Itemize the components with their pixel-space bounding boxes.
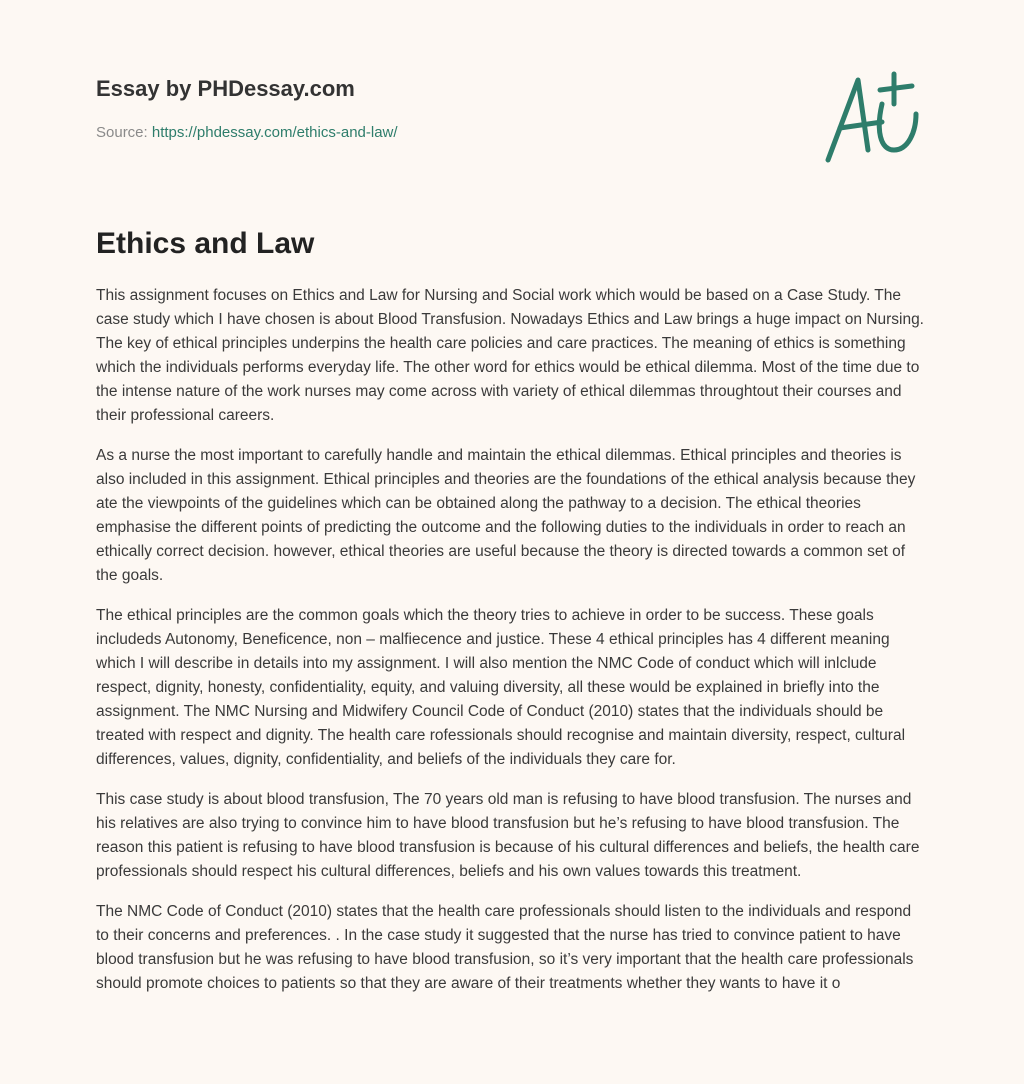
essay-paragraph: This assignment focuses on Ethics and Law for Nursing and Social work which would be based on a Case Study. The case study which I have chosen is about Blood Transfusion. Nowadays Ethics and Law brings a huge impact on Nursing. The key of ethical principles underpins the health care policies and care practices. The meaning of ethics is something which the individuals performs everyday life. The other word for ethics would be ethical dilemma. Most of the time due to the intense nature of the work nurses may come across with variety of ethical dilemmas throughtout their courses and their professional careers. [96, 287, 924, 424]
source-label: Source: [96, 124, 148, 141]
source-link[interactable]: https://phdessay.com/ethics-and-law/ [151, 124, 398, 141]
essay-paragraph: The ethical principles are the common goals which the theory tries to achieve in order to be success. These goals includeds Autonomy, Beneficence, non – malfiecence and justice. These 4 ethical principles has 4 different meaning which I will describe in details into my assignment. I will also mention the NMC Code of conduct which will inlclude respect, dignity, honesty, confidentiality, equity, and valuing diversity, all these would be explained in briefly into the assignment. The NMC Nursing and Midwifery Council Code of Conduct (2010) states that the individuals should be treated with respect and dignity. The health care rofessionals should recognise and maintain diversity, respect, cultural differences, values, dignity, confidentiality, and beliefs of the individuals they care for. [96, 607, 906, 768]
essay-title: Ethics and Law [96, 227, 315, 260]
essay-paragraph: As a nurse the most important to carefully handle and maintain the ethical dilemmas. Ethical principles and theories is also included in this assignment. Ethical principles and theories are the foundations of the ethical analysis because they ate the viewpoints of the guidelines which can be obtained along the pathway to a decision. The ethical theories emphasise the different points of predicting the outcome and the following duties to the individuals in order to reach an ethically correct decision. however, ethical theories are useful because the theory is directed towards a common set of the goals. [96, 447, 916, 584]
brand-title: Essay by PHDessay.com [96, 76, 355, 101]
essay-page [96, 0, 928, 992]
essay-paragraph: The NMC Code of Conduct (2010) states that the health care professionals should listen to the individuals and respond to their concerns and preferences. . In the case study it suggested that the nurse has tried to convince patient to have blood transfusion but he was refusing to have blood transfusion, so it’s very important that the health care professionals should promote choices to patients so that they are aware of their treatments whether they wants to have it o [96, 903, 914, 992]
essay-body [96, 284, 928, 1012]
source-line [96, 124, 398, 141]
page-header [96, 0, 928, 190]
essay-paragraph: This case study is about blood transfusion, The 70 years old man is refusing to have blood transfusion. The nurses and his relatives are also trying to convince him to have blood transfusion but he’s refusing to have blood transfusion. The reason this patient is refusing to have blood transfusion is because of his cultural differences and beliefs, the health care professionals should respect his cultural differences, beliefs and his own values towards this treatment. [96, 791, 920, 880]
a-plus-logo-icon [824, 70, 928, 166]
